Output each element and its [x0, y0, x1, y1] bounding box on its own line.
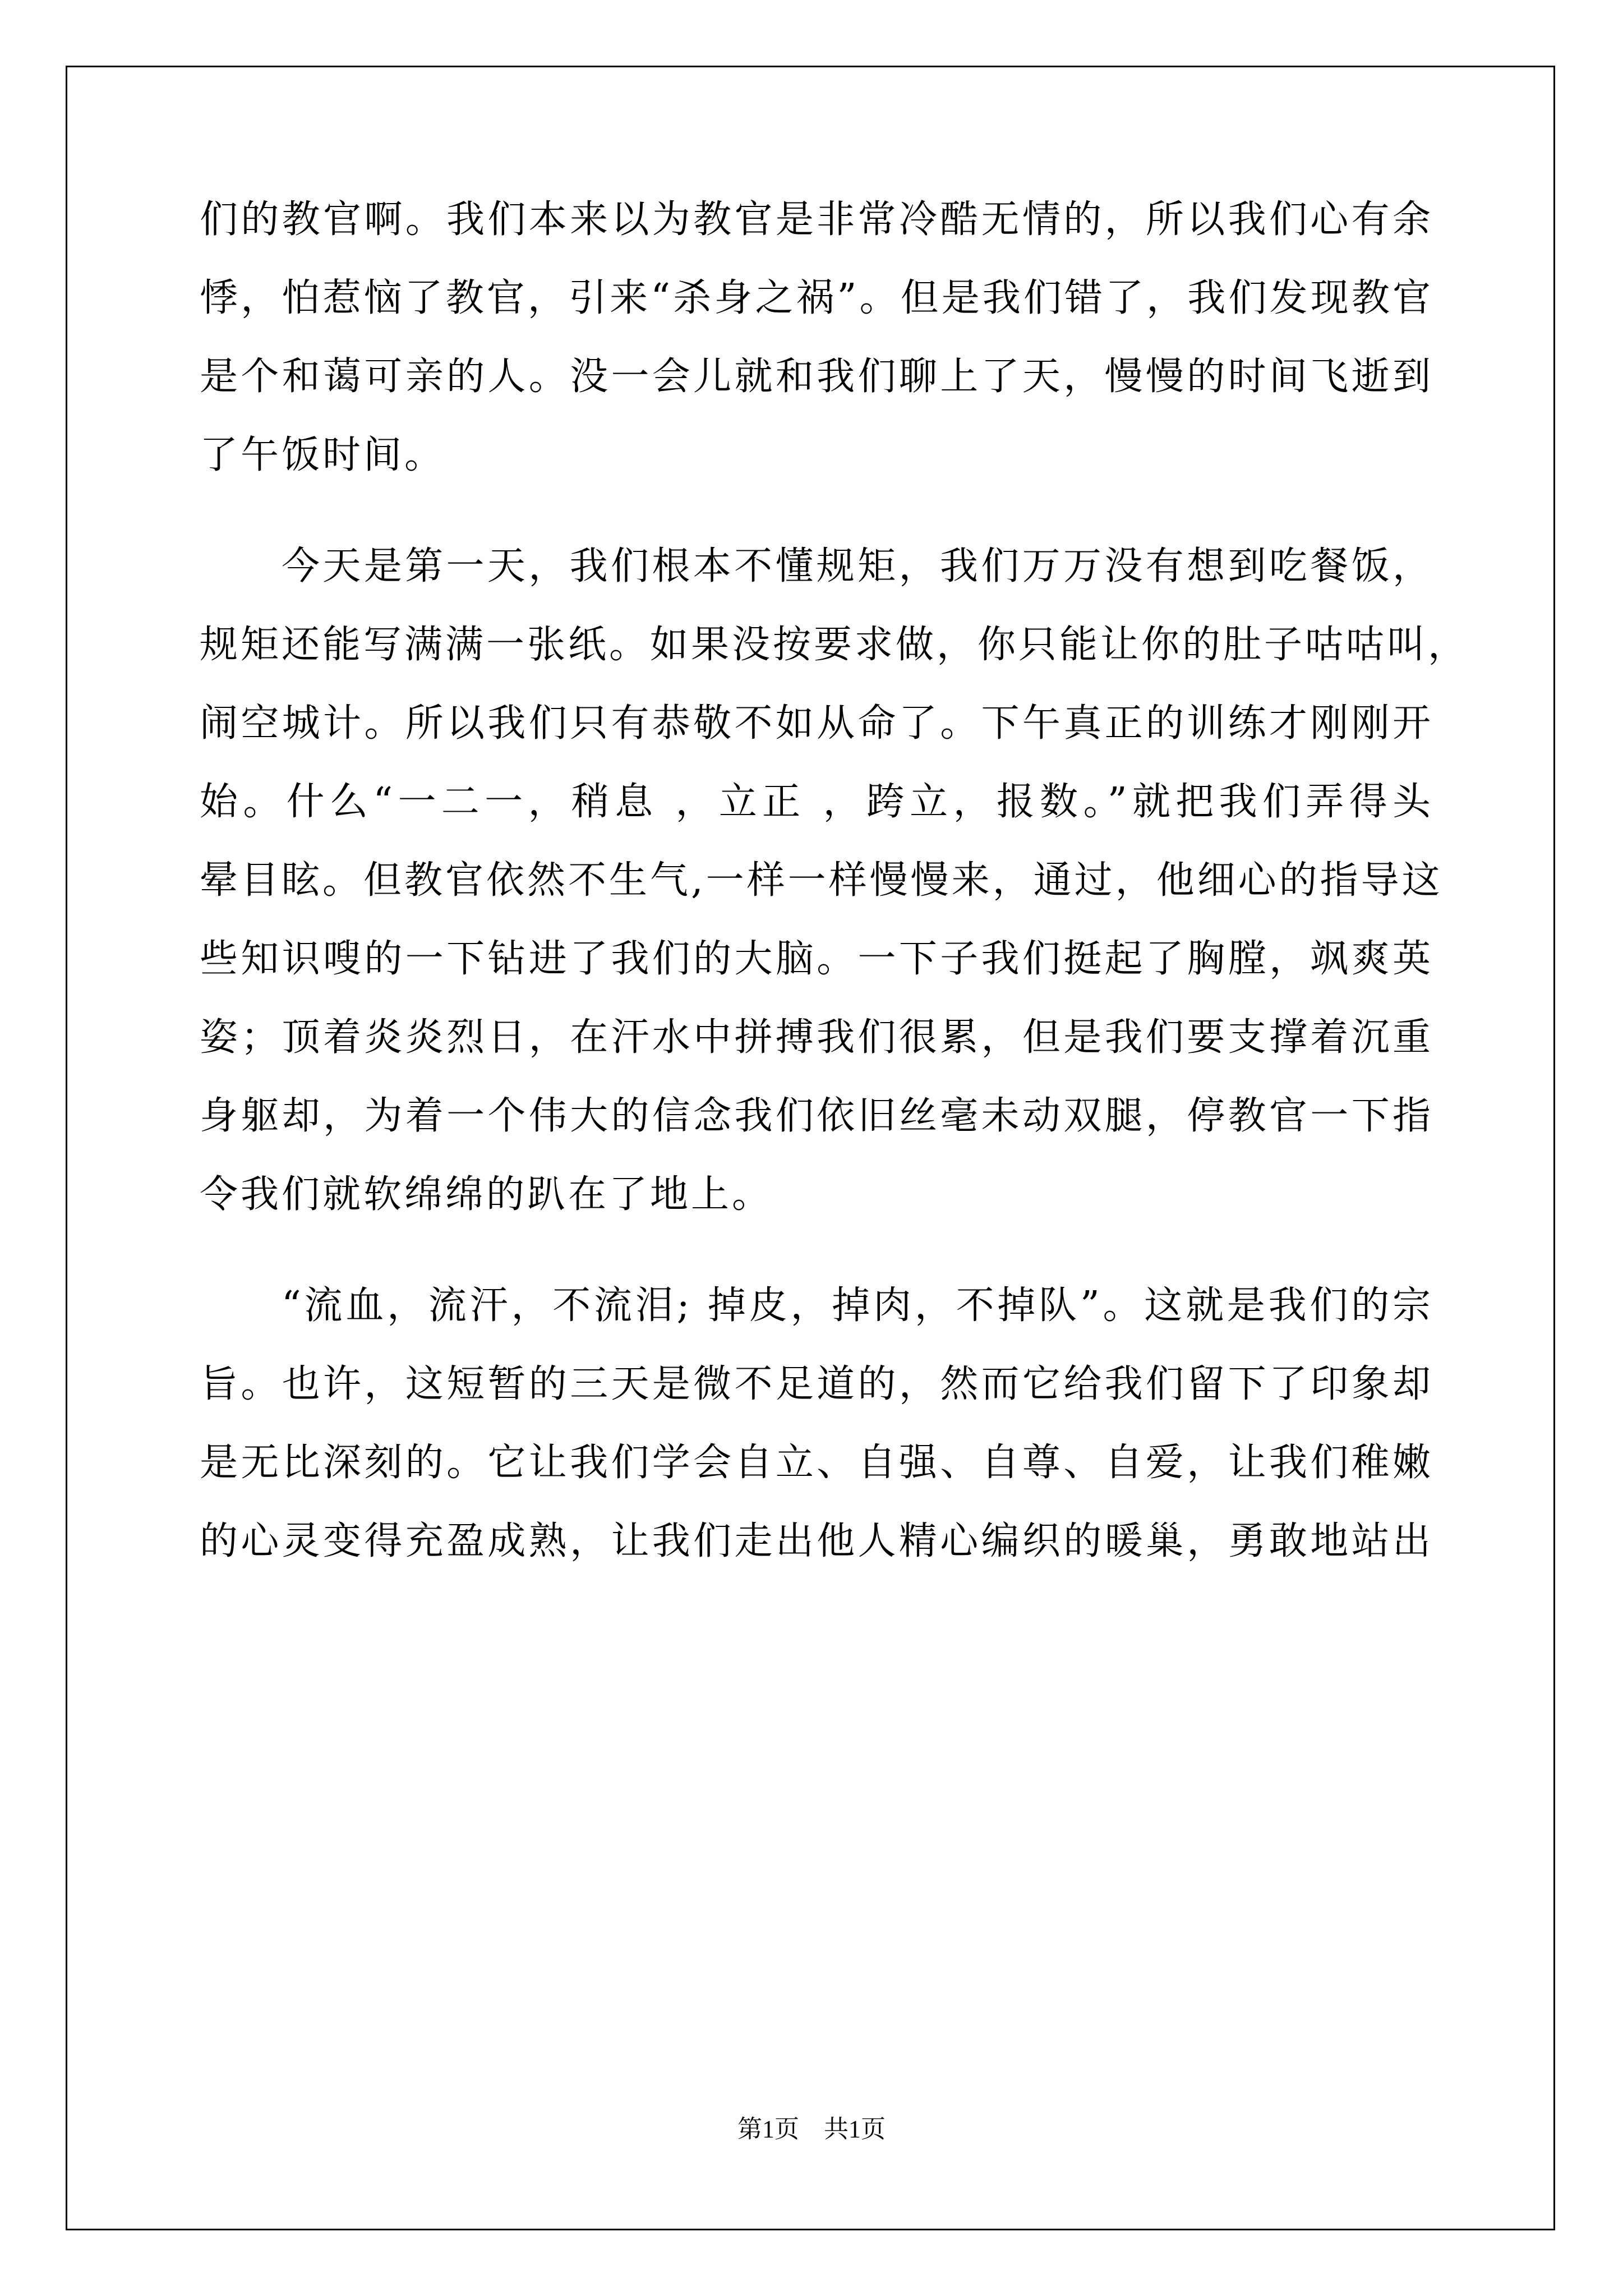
- paragraph-2: [200, 527, 1469, 1234]
- text-line: 些知识嗖的一下钻进了我们的大脑。一下子我们挺起了胸膛，飒爽英: [200, 937, 1433, 981]
- text-line: 旨。也许，这短暂的三天是微不足道的，然而它给我们留下了印象却: [200, 1362, 1433, 1406]
- text-line: 是无比深刻的。它让我们学会自立、自强、自尊、自爱，让我们稚嫩: [200, 1441, 1433, 1485]
- document-body: [200, 181, 1469, 1581]
- text-line: 始。什么“一二一，稍息 ，立正 ，跨立，报数。”就把我们弄得头: [200, 780, 1433, 824]
- text-line: 姿；顶着炎炎烈日，在汗水中拼搏我们很累，但是我们要支撑着沉重: [200, 1015, 1433, 1060]
- text-line: 闹空城计。所以我们只有恭敬不如从命了。下午真正的训练才刚刚开: [200, 701, 1433, 746]
- paragraph-1: [200, 181, 1433, 495]
- text-line: 悸，怕惹恼了教官，引来“杀身之祸”。但是我们错了，我们发现教官: [200, 276, 1433, 320]
- text-line: “流血，流汗，不流泪; 掉皮，掉肉，不掉队”。这就是我们的宗: [282, 1283, 1433, 1328]
- text-line: 令我们就软绵绵的趴在了地上。: [200, 1172, 773, 1217]
- text-line: 了午饭时间。: [200, 433, 446, 477]
- text-line: 们的教官啊。我们本来以为教官是非常冷酷无情的，所以我们心有余: [200, 197, 1433, 242]
- paragraph-3: [200, 1267, 1433, 1581]
- page-number-footer: 第1页 共1页: [737, 2115, 886, 2143]
- text-line: 晕目眩。但教官依然不生气,一样一样慢慢来，通过，他细心的指导这: [200, 858, 1443, 903]
- text-line: 是个和蔼可亲的人。没一会儿就和我们聊上了天，慢慢的时间飞逝到: [200, 355, 1433, 399]
- text-line: 今天是第一天，我们根本不懂规矩，我们万万没有想到吃餐饭，: [282, 544, 1433, 588]
- text-line: 的心灵变得充盈成熟，让我们走出他人精心编织的暖巢，勇敢地站出: [200, 1519, 1433, 1563]
- text-line: 身躯却，为着一个伟大的信念我们依旧丝毫未动双腿，停教官一下指: [200, 1094, 1433, 1138]
- text-line: 规矩还能写满满一张纸。如果没按要求做，你只能让你的肚子咕咕叫，: [200, 623, 1469, 667]
